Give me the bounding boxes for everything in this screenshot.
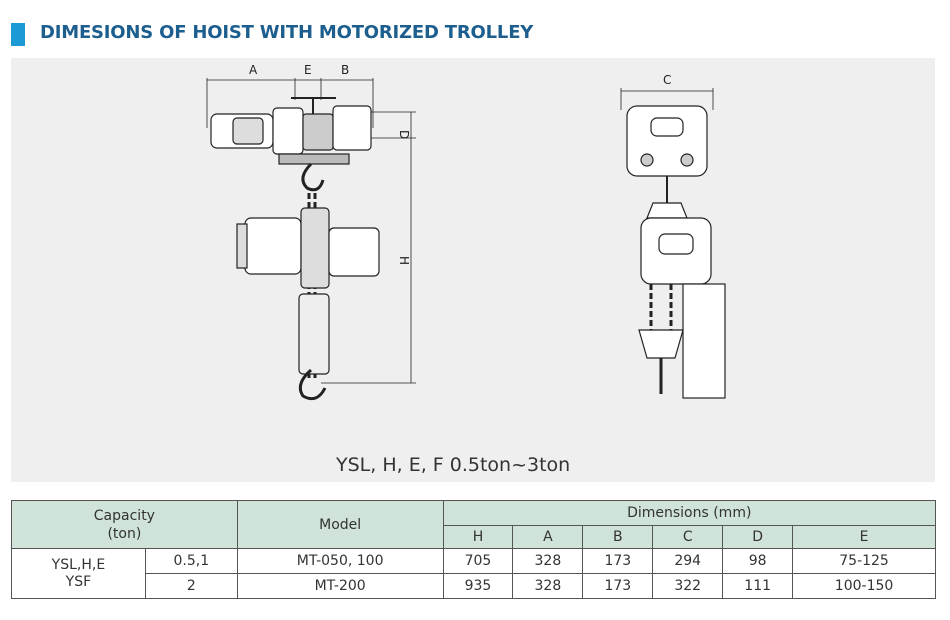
series-text: YSL,H,E YSF — [51, 556, 106, 590]
model-cell: MT-050, 100 — [237, 549, 443, 574]
value-cell-h: 935 — [443, 574, 513, 599]
dim-label-a: A — [249, 63, 258, 77]
value-cell-e: 100-150 — [793, 574, 936, 599]
dimensions-header: Dimensions (mm) — [443, 501, 936, 526]
value-cell-d: 111 — [723, 574, 793, 599]
column-header-b: B — [583, 526, 653, 549]
drawing-caption: YSL, H, E, F 0.5ton~3ton — [336, 454, 571, 476]
value-cell-h: 705 — [443, 549, 513, 574]
value-cell-b: 173 — [583, 574, 653, 599]
value-cell-b: 173 — [583, 549, 653, 574]
value-cell-e: 75-125 — [793, 549, 936, 574]
capacity-cell: 0.5,1 — [145, 549, 237, 574]
model-header: Model — [237, 501, 443, 549]
dim-label-h: H — [397, 256, 411, 266]
page-title: DIMESIONS OF HOIST WITH MOTORIZED TROLLEY — [40, 22, 534, 43]
column-header-h: H — [443, 526, 513, 549]
dim-label-b: B — [341, 63, 350, 77]
capacity-cell: 2 — [145, 574, 237, 599]
value-cell-c: 322 — [653, 574, 723, 599]
model-cell: MT-200 — [237, 574, 443, 599]
dim-label-d: D — [397, 130, 411, 140]
drawing-panel — [11, 58, 935, 482]
column-header-a: A — [513, 526, 583, 549]
dim-label-e: E — [304, 63, 312, 77]
value-cell-a: 328 — [513, 574, 583, 599]
capacity-header-text: Capacity (ton) — [93, 507, 155, 542]
hoist-drawing — [11, 58, 935, 482]
value-cell-d: 98 — [723, 549, 793, 574]
series-cell — [12, 549, 146, 599]
dimensions-table — [11, 500, 936, 599]
column-header-c: C — [653, 526, 723, 549]
value-cell-a: 328 — [513, 549, 583, 574]
column-header-e: E — [793, 526, 936, 549]
title-accent-bar — [11, 23, 25, 46]
table-row — [12, 574, 936, 599]
capacity-header — [12, 501, 238, 549]
column-header-d: D — [723, 526, 793, 549]
value-cell-c: 294 — [653, 549, 723, 574]
table-row — [12, 549, 936, 574]
dim-label-c: C — [663, 73, 672, 87]
